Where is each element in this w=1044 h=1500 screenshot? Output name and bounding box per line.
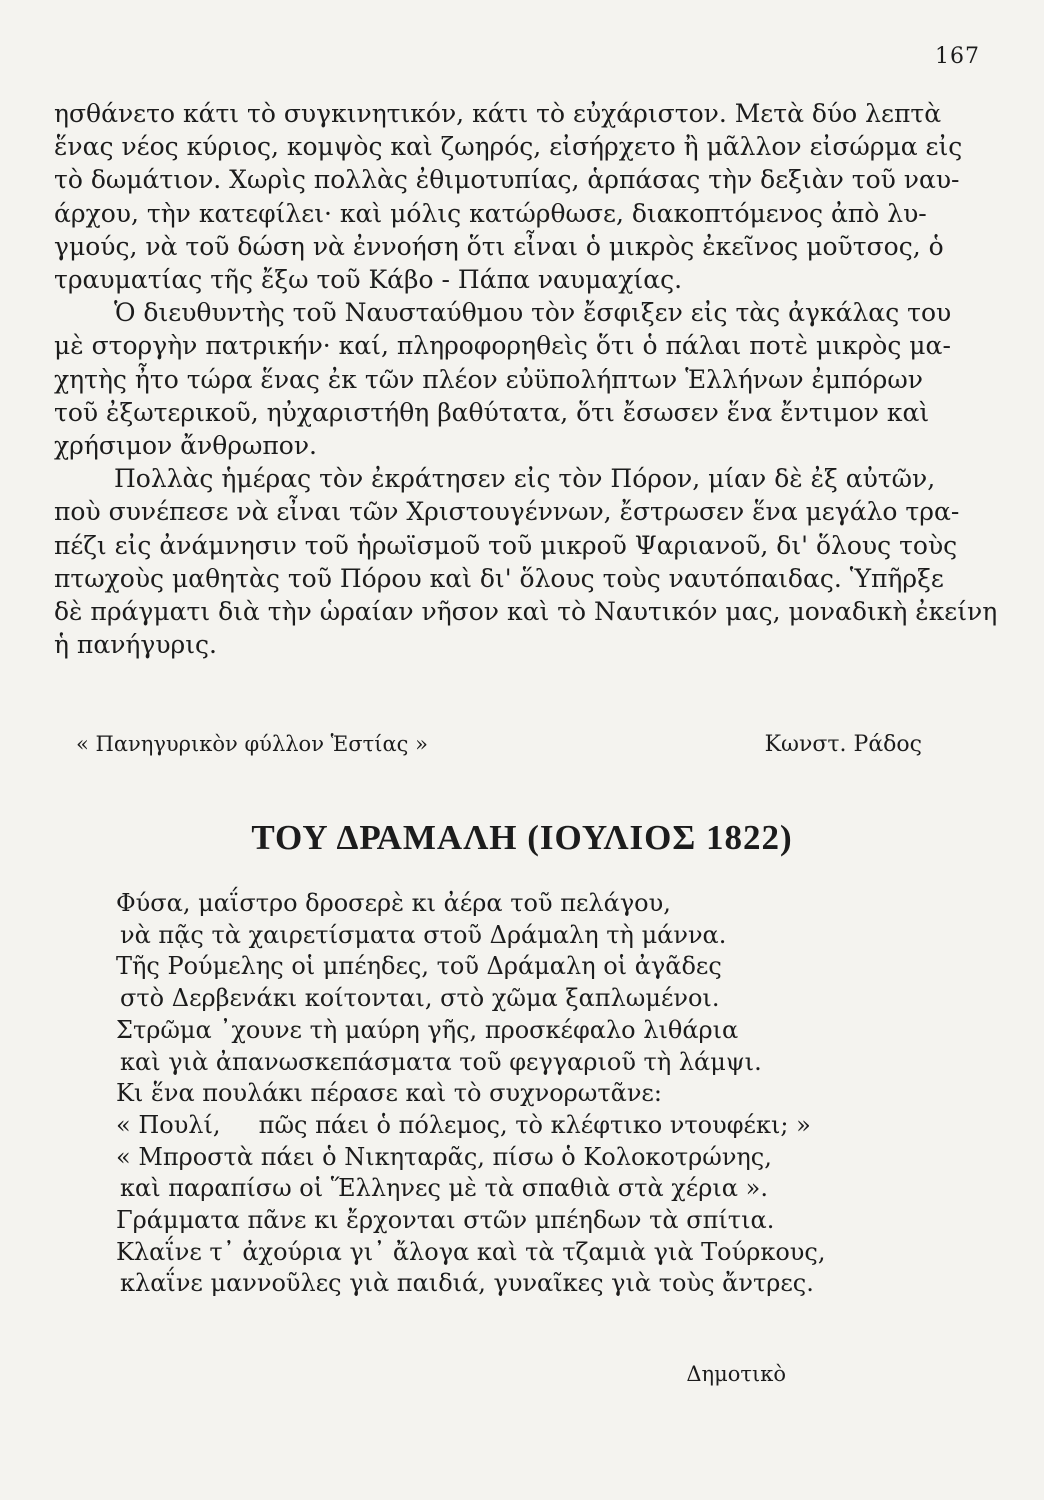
poem-line: νὰ πᾷς τὰ χαιρετίσματα στοῦ Δράμαλη τὴ μάννα. [120,920,727,949]
text-line: άρχου, τὴν κατεφίλει· καὶ μόλις κατώρθωσε, διακοπτόμενος ἀπὸ λυ- [54,198,927,228]
text-line: ησθάνετο κάτι τὸ συγκινητικόν, κάτι τὸ εὐχάριστον. Μετὰ δύο λεπτὰ [54,99,942,128]
poem-line: Φύσα, μαΐστρο δροσερὲ κι ἀέρα τοῦ πελάγου, [116,889,671,917]
poem-line: « Πουλί, πῶς πάει ὁ πόλεμος, τὸ κλέφτικο ντουφέκι; » [116,1110,811,1139]
text-line: χητὴς ἦτο τώρα ἕνας ἐκ τῶν πλέον εὐϋπολήπτων Ἑλλήνων ἐμπόρων [54,364,923,394]
poem-line: Στρῶμα ᾿χουνε τὴ μαύρη γῆς, προσκέφαλο λιθάρια [116,1015,739,1044]
paragraph-3 [54,462,998,661]
source-attribution [76,732,922,757]
paragraph-2 [54,296,952,462]
text-line: πέζι εἰς ἀνάμνησιν τοῦ ἡρωϊσμοῦ τοῦ μικροῦ Ψαριανοῦ, δι' ὅλους τοὺς [54,530,958,560]
source-publication: « Πανηγυρικὸν φύλλον Ἑστίας » [76,732,428,756]
text-line: Πολλὰς ἡμέρας τὸν ἐκράτησεν εἰς τὸν Πόρον, μίαν δὲ ἐξ αὐτῶν, [114,464,936,494]
text-line: γμούς, νὰ τοῦ δώση νὰ ἐννοήση ὅτι εἶναι ὁ μικρὸς ἐκεῖνος μοῦτσος, ὁ [54,231,944,261]
poem-line: Κλαΐνε τ᾿ ἀχούρια γι᾿ ἄλογα καὶ τὰ τζαμιὰ γιὰ Τούρκους, [116,1237,826,1266]
text-line: τοῦ ἐξωτερικοῦ, ηὐχαριστήθη βαθύτατα, ὅτι ἔσωσεν ἕνα ἔντιμον καὶ [54,397,930,427]
poem-signature: Δημοτικὸ [686,1362,786,1386]
text-line: Ὁ διευθυντὴς τοῦ Ναυσταύθμου τὸν ἔσφιξεν εἰς τὰς ἀγκάλας του [114,298,952,328]
page-number: 167 [935,44,980,69]
poem-line: κλαΐνε μαννοῦλες γιὰ παιδιά, γυναῖκες γιὰ τοὺς ἄντρες. [120,1269,814,1298]
poem-line: Κι ἕνα πουλάκι πέρασε καὶ τὸ συχνορωτᾶνε: [116,1079,662,1108]
text-line: πτωχοὺς μαθητὰς τοῦ Πόρου καὶ δι' ὅλους τοὺς ναυτόπαιδας. Ὑπῆρξε [54,563,944,593]
poem-line: καὶ παραπίσω οἱ Ἕλληνες μὲ τὰ σπαθιὰ στὰ χέρια ». [120,1174,768,1203]
text-line: χρήσιμον ἄνθρωπον. [54,431,317,461]
poem-line: Γράμματα πᾶνε κι ἔρχονται στῶν μπέηδων τὰ σπίτια. [116,1206,775,1235]
poem-line: στὸ Δερβενάκι κοίτονται, στὸ χῶμα ξαπλωμένοι. [120,984,720,1013]
text-line: μὲ στοργὴν πατρικήν· καί, πληροφορηθεὶς ὅτι ὁ πάλαι ποτὲ μικρὸς μα- [54,331,951,361]
text-line: ἕνας νέος κύριος, κομψὸς καὶ ζωηρός, εἰσήρχετο ἢ μᾶλλον εἰσώρμα εἰς [54,132,963,162]
text-line: ποὺ συνέπεσε νὰ εἶναι τῶν Χριστουγέννων, ἔστρωσεν ἕνα μεγάλο τρα- [54,497,960,527]
text-line: τὸ δωμάτιον. Χωρὶς πολλὰς ἐθιμοτυπίας, ἁρπάσας τὴν δεξιὰν τοῦ ναυ- [54,165,960,195]
prose-text [54,97,998,661]
poem-title: ΤΟΥ ΔΡΑΜΑΛΗ (ΙΟΥΛΙΟΣ 1822) [251,818,793,857]
text-line: δὲ πράγματι διὰ τὴν ὡραίαν νῆσον καὶ τὸ Ναυτικόν μας, μοναδικὴ ἐκείνη [54,597,998,627]
poem-line: καὶ γιὰ ἀπανωσκεπάσματα τοῦ φεγγαριοῦ τὴ λάμψι. [120,1047,762,1076]
paragraph-1 [54,97,963,296]
text-line: τραυματίας τῆς ἔξω τοῦ Κάβο - Πάπα ναυμαχίας. [54,265,683,295]
source-author: Κωνστ. Ράδος [764,732,922,757]
poem-body [116,888,876,1300]
text-line: ἡ πανήγυρις. [54,630,218,660]
poem-line: « Μπροστὰ πάει ὁ Νικηταρᾶς, πίσω ὁ Κολοκοτρώνης, [116,1142,772,1171]
poem-line: Τῆς Ρούμελης οἱ μπέηδες, τοῦ Δράμαλη οἱ ἀγᾶδες [116,952,722,981]
